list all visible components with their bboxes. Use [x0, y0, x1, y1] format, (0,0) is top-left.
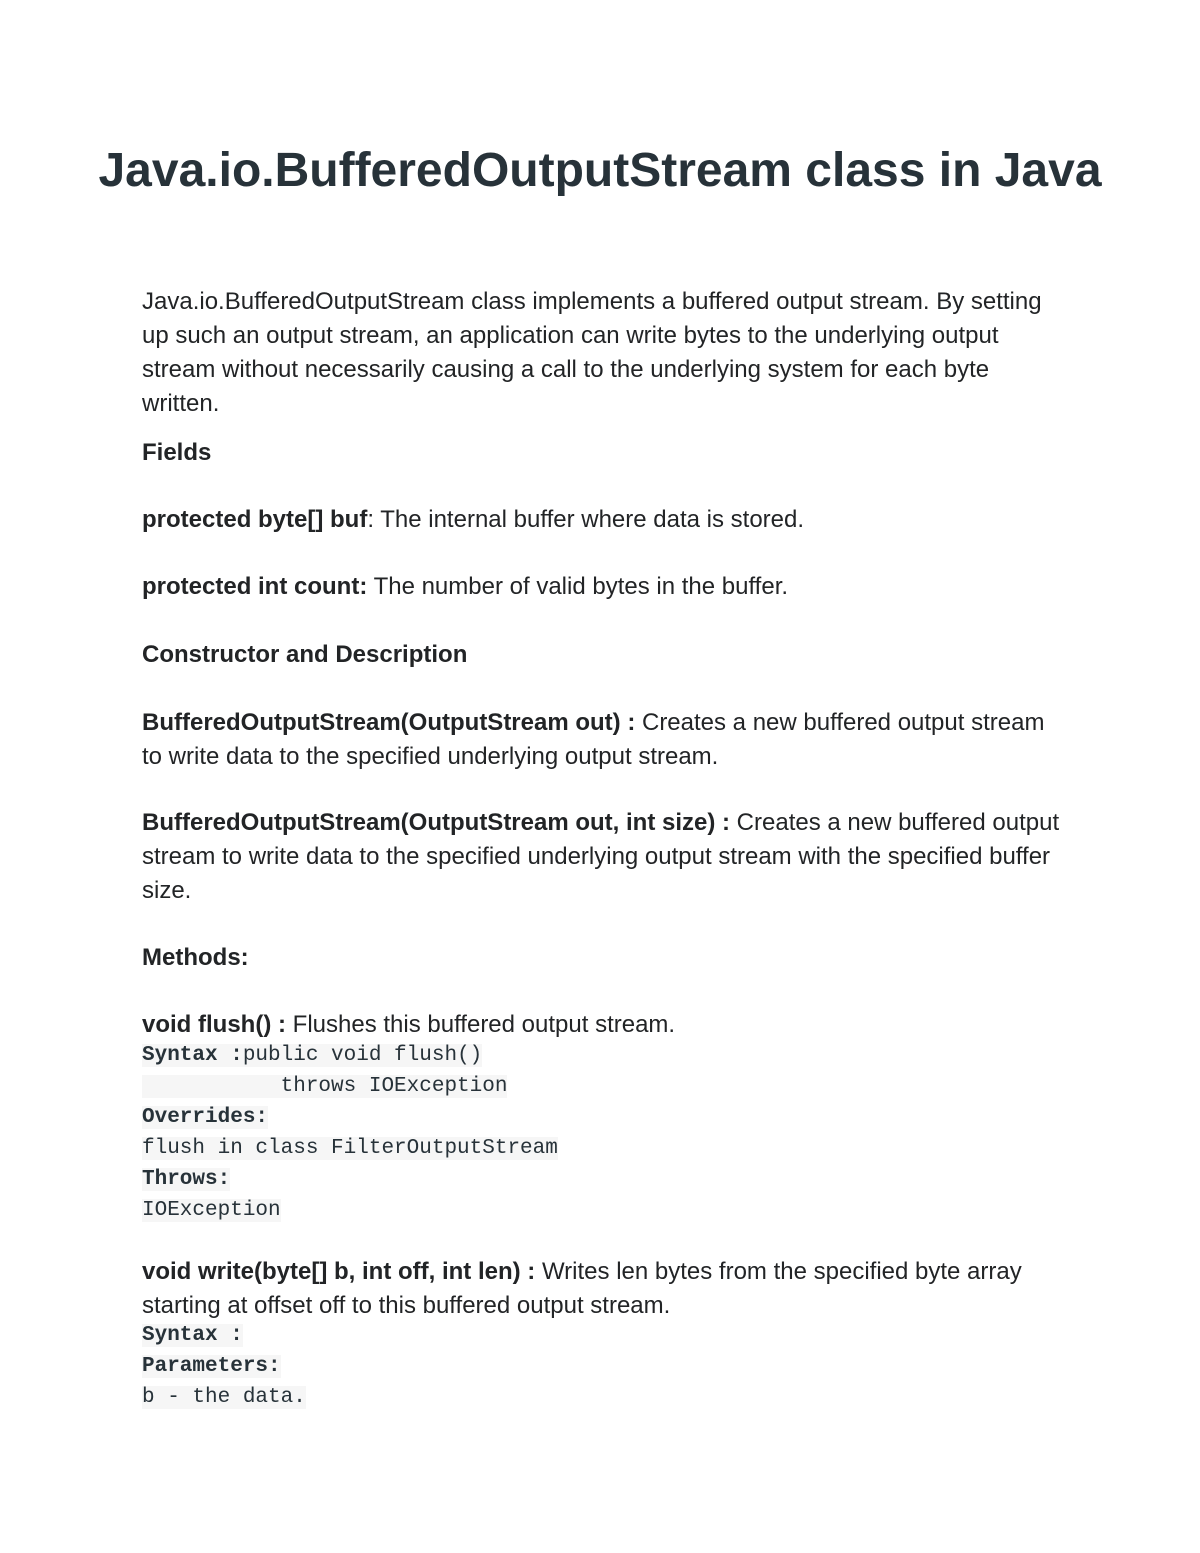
flush-throws-label-line — [142, 1164, 230, 1195]
field-buf-desc: : The internal buffer where data is stored. — [367, 506, 805, 533]
write-parameters-line — [142, 1351, 281, 1382]
field-count-desc: The number of valid bytes in the buffer. — [367, 573, 789, 600]
field-buf — [142, 503, 1062, 537]
constructor-1-sig: BufferedOutputStream(OutputStream out) : — [142, 709, 636, 736]
intro-paragraph: Java.io.BufferedOutputStream class implements a buffered output stream. By setting up such an output stream, an application can write bytes to the underlying output stream without necessarily causing a call to the underlying system for each byte written. — [142, 288, 1042, 417]
flush-throws-value-line — [142, 1195, 281, 1226]
constructor-2-sig: BufferedOutputStream(OutputStream out, int size) : — [142, 809, 730, 836]
write-param-b: b - the data. — [142, 1386, 306, 1409]
flush-overrides-value-line — [142, 1133, 558, 1164]
write-parameters-label: Parameters: — [142, 1355, 281, 1378]
flush-syntax-label: Syntax : — [142, 1044, 243, 1067]
method-write-sig: void write(byte[] b, int off, int len) : — [142, 1258, 536, 1285]
method-flush — [142, 1008, 1062, 1042]
constructor-2 — [142, 806, 1062, 908]
flush-syntax-line — [142, 1040, 482, 1071]
method-flush-desc: Flushes this buffered output stream. — [285, 1011, 676, 1038]
field-count-name: protected int count: — [142, 573, 368, 600]
method-flush-sig: void flush() : — [142, 1011, 286, 1038]
constructors-heading: Constructor and Description — [142, 641, 468, 668]
field-buf-name: protected byte[] buf — [142, 506, 368, 533]
flush-syntax-throws: throws IOException — [142, 1075, 508, 1098]
method-write — [142, 1255, 1062, 1323]
flush-syntax-code: public void flush() — [242, 1044, 483, 1067]
write-param-b-line — [142, 1382, 306, 1413]
page-title: Java.io.BufferedOutputStream class in Java — [98, 144, 1102, 197]
constructor-2-desc: Creates a new buffered output stream to write data to the specified underlying output stream with the specified buffer size. — [142, 809, 1060, 904]
constructor-1 — [142, 706, 1062, 774]
flush-overrides-label-line — [142, 1102, 268, 1133]
write-syntax-line — [142, 1320, 243, 1351]
flush-overrides-label: Overrides: — [142, 1106, 269, 1129]
constructor-1-desc: Creates a new buffered output stream to write data to the specified underlying output stream. — [142, 709, 1045, 770]
flush-overrides-value: flush in class FilterOutputStream — [142, 1137, 558, 1160]
methods-heading: Methods: — [142, 944, 249, 971]
fields-heading: Fields — [142, 439, 212, 466]
method-write-desc: Writes len bytes from the specified byte array starting at offset off to this buffered output stream. — [142, 1258, 1022, 1319]
flush-throws-label: Throws: — [142, 1168, 231, 1191]
flush-syntax-line-2 — [142, 1071, 507, 1102]
field-count — [142, 570, 1062, 604]
write-syntax-label: Syntax : — [142, 1324, 243, 1347]
flush-throws-value: IOException — [142, 1199, 281, 1222]
